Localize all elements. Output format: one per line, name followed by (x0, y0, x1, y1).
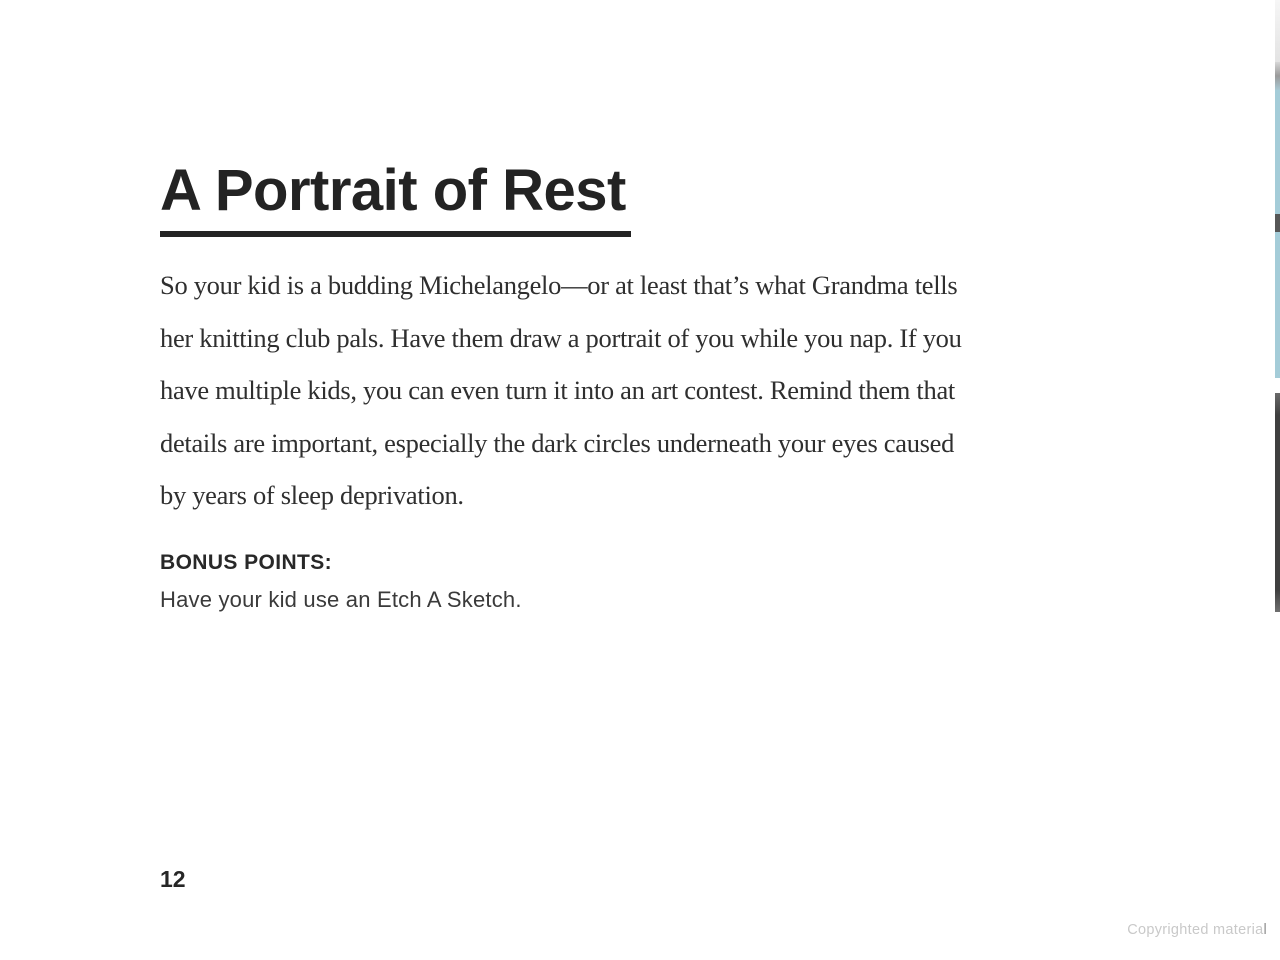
edge-strip-light (1275, 0, 1280, 62)
body-line: So your kid is a budding Michelangelo—or at least that’s what Grandma tells (160, 270, 958, 300)
body-line: by years of sleep deprivation. (160, 480, 464, 510)
chapter-title: A Portrait of Rest (160, 158, 626, 223)
body-line: her knitting club pals. Have them draw a portrait of you while you nap. If you (160, 322, 962, 353)
body-paragraph (160, 259, 1120, 522)
copyright-watermark (1127, 922, 1267, 938)
page-number: 12 (160, 866, 186, 892)
copyright-watermark-tail: l (1263, 922, 1267, 938)
bonus-points-label: BONUS POINTS: (160, 551, 333, 574)
edge-strip-blue-lower (1275, 232, 1280, 378)
edge-strip-dark-lower (1275, 393, 1280, 612)
title-underline-rule (160, 231, 631, 237)
body-line: details are important, especially the dark circles underneath your eyes caused (160, 427, 955, 458)
copyright-watermark-text: Copyrighted materia (1127, 922, 1264, 938)
edge-strip-fade (1275, 62, 1280, 90)
edge-strip-blue-upper (1275, 90, 1280, 214)
bonus-points-text: Have your kid use an Etch A Sketch. (160, 587, 522, 612)
body-line: have multiple kids, you can even turn it into an art contest. Remind them that (160, 375, 955, 405)
edge-strip-dark-upper (1275, 214, 1280, 232)
